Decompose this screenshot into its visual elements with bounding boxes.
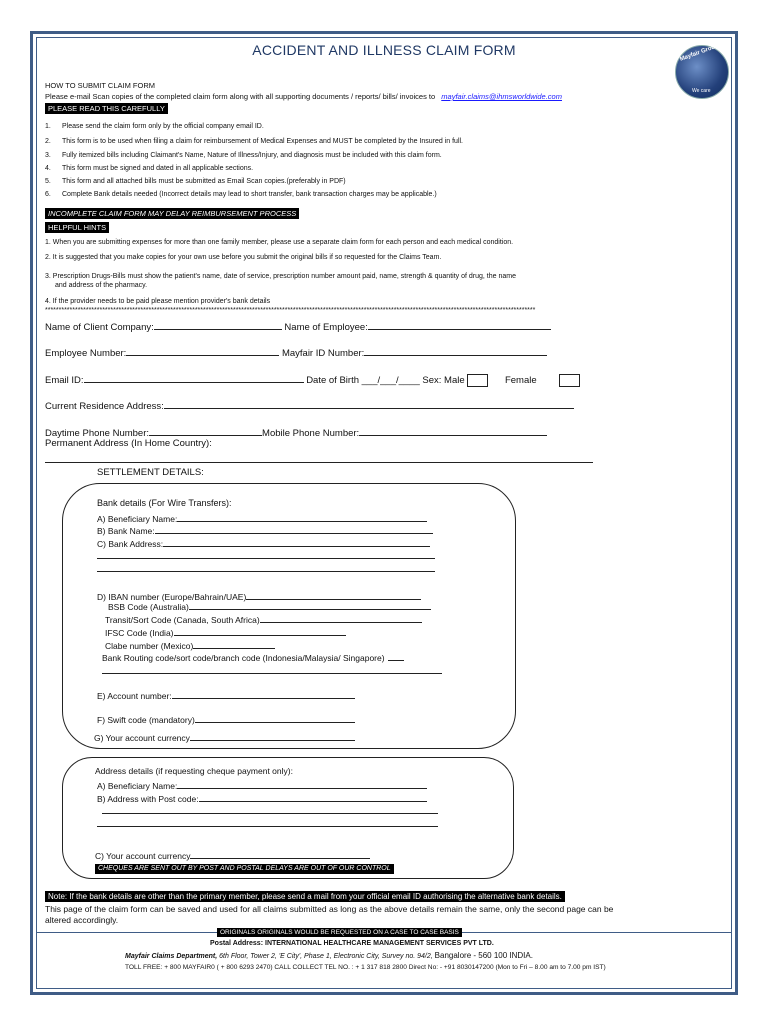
currency-input[interactable] — [190, 731, 355, 741]
hint-2: 2. It is suggested that you make copies for your own use before you submit the original bills if so requested for the Claims Team. — [45, 254, 442, 261]
logo-text: Mayfair Group — [679, 43, 720, 63]
cheque-currency-row — [95, 849, 370, 861]
residence-input[interactable] — [164, 399, 574, 409]
instruction-text: This form must be signed and dated in all applicable sections. — [62, 165, 254, 172]
bank-details-heading: Bank details (For Wire Transfers): — [97, 498, 232, 508]
routing-line-2[interactable] — [102, 673, 442, 674]
ifsc-label: IFSC Code (India) — [105, 628, 174, 638]
hint-3-cont: and address of the pharmacy. — [55, 282, 148, 289]
dept-city: Bangalore - 560 100 INDIA. — [434, 951, 533, 960]
form-title: ACCIDENT AND ILLNESS CLAIM FORM — [252, 42, 516, 58]
residence-row — [45, 399, 574, 412]
client-company-input[interactable] — [154, 320, 282, 330]
email-id-label: Email ID: — [45, 375, 84, 386]
transit-input[interactable] — [260, 613, 422, 623]
mayfair-id-label: Mayfair ID Number: — [281, 348, 365, 359]
daytime-phone-label: Daytime Phone Number: — [45, 428, 150, 439]
settlement-heading: SETTLEMENT DETAILS: — [97, 467, 204, 478]
instruction-number: 3. — [45, 152, 51, 159]
currency-row — [94, 731, 355, 743]
routing-input[interactable] — [388, 651, 404, 661]
bank-name-row — [97, 524, 433, 536]
instruction-item — [45, 164, 253, 173]
ifsc-row — [105, 626, 346, 638]
client-company-label: Name of Client Company: — [45, 322, 154, 333]
permanent-address-label: Permanent Address (In Home Country): — [45, 438, 212, 449]
note-line-1: This page of the claim form can be saved and used for all claims submitted as long as the above details remain the same, only the second page can be — [45, 904, 614, 914]
beneficiary-input[interactable] — [177, 512, 427, 522]
hint-4: 4. If the provider needs to be paid please mention provider's bank details — [45, 298, 271, 305]
client-company-row — [45, 320, 551, 333]
instruction-number: 5. — [45, 178, 51, 185]
employee-name-label: Name of Employee: — [284, 322, 368, 333]
instruction-number: 4. — [45, 165, 51, 172]
instruction-text: This form is to be used when filing a claim for reimbursement of Medical Expenses and MUST be completed by the Insured in full. — [62, 138, 464, 145]
stars-divider: ************************************************************************************************************************************************************************************ — [45, 307, 536, 314]
instruction-text: Complete Bank details needed (Incorrect details may lead to short transfer, bank transaction charges may be applicable.) — [62, 191, 437, 198]
cheque-beneficiary-label: A) Beneficiary Name: — [97, 781, 178, 791]
bank-address-line-3[interactable] — [97, 571, 435, 572]
permanent-address-input[interactable] — [45, 462, 593, 463]
cheque-heading: Address details (if requesting cheque payment only): — [95, 766, 293, 776]
sex-male-label: Sex: Male — [422, 375, 465, 386]
instruction-number: 1. — [45, 123, 51, 130]
how-to-text: Please e-mail Scan copies of the completed claim form along with all supporting documents / reports/ bills/ invoices to — [45, 92, 436, 101]
cheque-address-line-3[interactable] — [97, 826, 438, 827]
iban-input[interactable] — [246, 590, 421, 600]
daytime-phone-input[interactable] — [149, 426, 262, 436]
postal-label: Postal Address: — [210, 940, 264, 947]
originals-notice: ORIGINALS ORIGINALS WOULD BE REQUESTED ON A CASE TO CASE BASIS — [217, 928, 462, 937]
iban-label: D) IBAN number (Europe/Bahrain/UAE) — [97, 592, 247, 602]
ifsc-input[interactable] — [174, 626, 346, 636]
read-carefully-bar: PLEASE READ THIS CAREFULLY — [45, 103, 168, 114]
cheque-currency-label: C) Your account currency — [95, 851, 191, 861]
account-label: E) Account number: — [97, 691, 172, 701]
bank-address-row — [97, 537, 430, 549]
instruction-text: This form and all attached bills must be submitted as Email Scan copies.(preferably in PDF) — [62, 178, 346, 185]
employee-number-input[interactable] — [126, 346, 279, 356]
bsb-label: BSB Code (Australia) — [108, 602, 189, 612]
mobile-phone-label: Mobile Phone Number: — [262, 428, 360, 439]
instruction-text: Please send the claim form only by the official company email ID. — [62, 123, 264, 130]
dept-address: 6th Floor, Tower 2, 'E City', Phase 1, Electronic City, Survey no. 94/2, — [219, 953, 433, 960]
instruction-item — [45, 190, 437, 199]
claims-dept: Mayfair Claims Department, — [125, 953, 218, 960]
instruction-item — [45, 151, 442, 160]
mobile-phone-input[interactable] — [359, 426, 547, 436]
email-id-input[interactable] — [84, 373, 304, 383]
helpful-hints-bar: HELPFUL HINTS — [45, 222, 109, 233]
residence-label: Current Residence Address: — [45, 401, 164, 412]
cheque-notice-bar: CHEQUES ARE SENT OUT BY POST AND POSTAL DELAYS ARE OUT OF OUR CONTROL — [95, 864, 394, 874]
female-label: Female — [504, 375, 537, 386]
how-to-heading: HOW TO SUBMIT CLAIM FORM — [45, 81, 156, 90]
bsb-row — [108, 600, 431, 612]
note-line-2: altered accordingly. — [45, 915, 119, 925]
female-checkbox[interactable] — [559, 374, 580, 387]
bank-name-label: B) Bank Name: — [97, 526, 155, 536]
logo-subtext: We care — [692, 88, 711, 94]
tollfree-line: TOLL FREE: + 800 MAYFAIR0 ( + 800 6293 2470) CALL COLLECT TEL NO. : + 1 317 818 2800 Direct No: - +91 8030147200 (Mon to Fri – 8.00 am to 7.00 pm IST) — [125, 964, 606, 971]
postal-company: INTERNATIONAL HEALTHCARE MANAGEMENT SERVICES PVT LTD. — [265, 940, 494, 947]
currency-label: G) Your account currency — [94, 733, 190, 743]
cheque-address-input[interactable] — [199, 792, 427, 802]
employee-number-row — [45, 346, 547, 359]
instruction-item — [45, 137, 463, 146]
dept-address-line — [125, 951, 533, 960]
cheque-beneficiary-input[interactable] — [177, 779, 427, 789]
account-row — [97, 689, 355, 701]
clabe-label: Clabe number (Mexico) — [105, 641, 194, 651]
email-row — [45, 373, 580, 387]
routing-label: Bank Routing code/sort code/branch code (Indonesia/Malaysia/ Singapore) — [102, 653, 385, 663]
swift-label: F) Swift code (mandatory) — [97, 715, 195, 725]
clabe-input[interactable] — [193, 639, 275, 649]
hint-3: 3. Prescription Drugs-Bills must show the patient's name, date of service, prescription number amount paid, name, strength & quantity of drug, the name — [45, 273, 516, 280]
incomplete-notice: INCOMPLETE CLAIM FORM MAY DELAY REIMBURSEMENT PROCESS — [45, 208, 299, 219]
male-checkbox[interactable] — [467, 374, 488, 387]
clabe-row — [105, 639, 275, 651]
hint-1: 1. When you are submitting expenses for more than one family member, please use a separate claim form for each person and each medical condition. — [45, 239, 514, 246]
employee-name-input[interactable] — [368, 320, 551, 330]
swift-input[interactable] — [195, 713, 355, 723]
dob-input[interactable]: ___/___/____ — [361, 375, 420, 386]
mayfair-id-input[interactable] — [364, 346, 547, 356]
bank-address-line-2[interactable] — [97, 558, 435, 559]
instruction-item — [45, 122, 264, 131]
bank-name-input[interactable] — [155, 524, 433, 534]
postal-address-line — [210, 940, 494, 947]
beneficiary-label: A) Beneficiary Name: — [97, 514, 178, 524]
transit-label: Transit/Sort Code (Canada, South Africa) — [105, 615, 260, 625]
dob-label: Date of Birth — [306, 375, 359, 386]
account-input[interactable] — [172, 689, 355, 699]
bank-address-input[interactable] — [163, 537, 430, 547]
swift-row — [97, 713, 355, 725]
claims-email-link[interactable]: mayfair.claims@ihmsworldwide.com — [441, 92, 562, 101]
beneficiary-row — [97, 512, 427, 524]
instruction-item — [45, 177, 346, 186]
instruction-number: 6. — [45, 191, 51, 198]
how-to-line — [45, 92, 562, 102]
cheque-address-line-2[interactable] — [102, 813, 438, 814]
bsb-input[interactable] — [189, 600, 431, 610]
transit-row — [105, 613, 422, 625]
cheque-address-row — [97, 792, 427, 804]
bank-address-label: C) Bank Address: — [97, 539, 164, 549]
cheque-currency-input[interactable] — [190, 849, 370, 859]
cheque-address-label: B) Address with Post code: — [97, 794, 199, 804]
instruction-text: Fully itemized bills including Claimant's Name, Nature of Illness/Injury, and diagnosis must be included with this claim form. — [62, 152, 442, 159]
employee-number-label: Employee Number: — [45, 348, 127, 359]
routing-row — [102, 651, 404, 663]
instruction-number: 2. — [45, 138, 51, 145]
note-bar: Note: If the bank details are other than the primary member, please send a mail from your official email ID authorising the alternative bank details. — [45, 891, 565, 902]
cheque-beneficiary-row — [97, 779, 427, 791]
